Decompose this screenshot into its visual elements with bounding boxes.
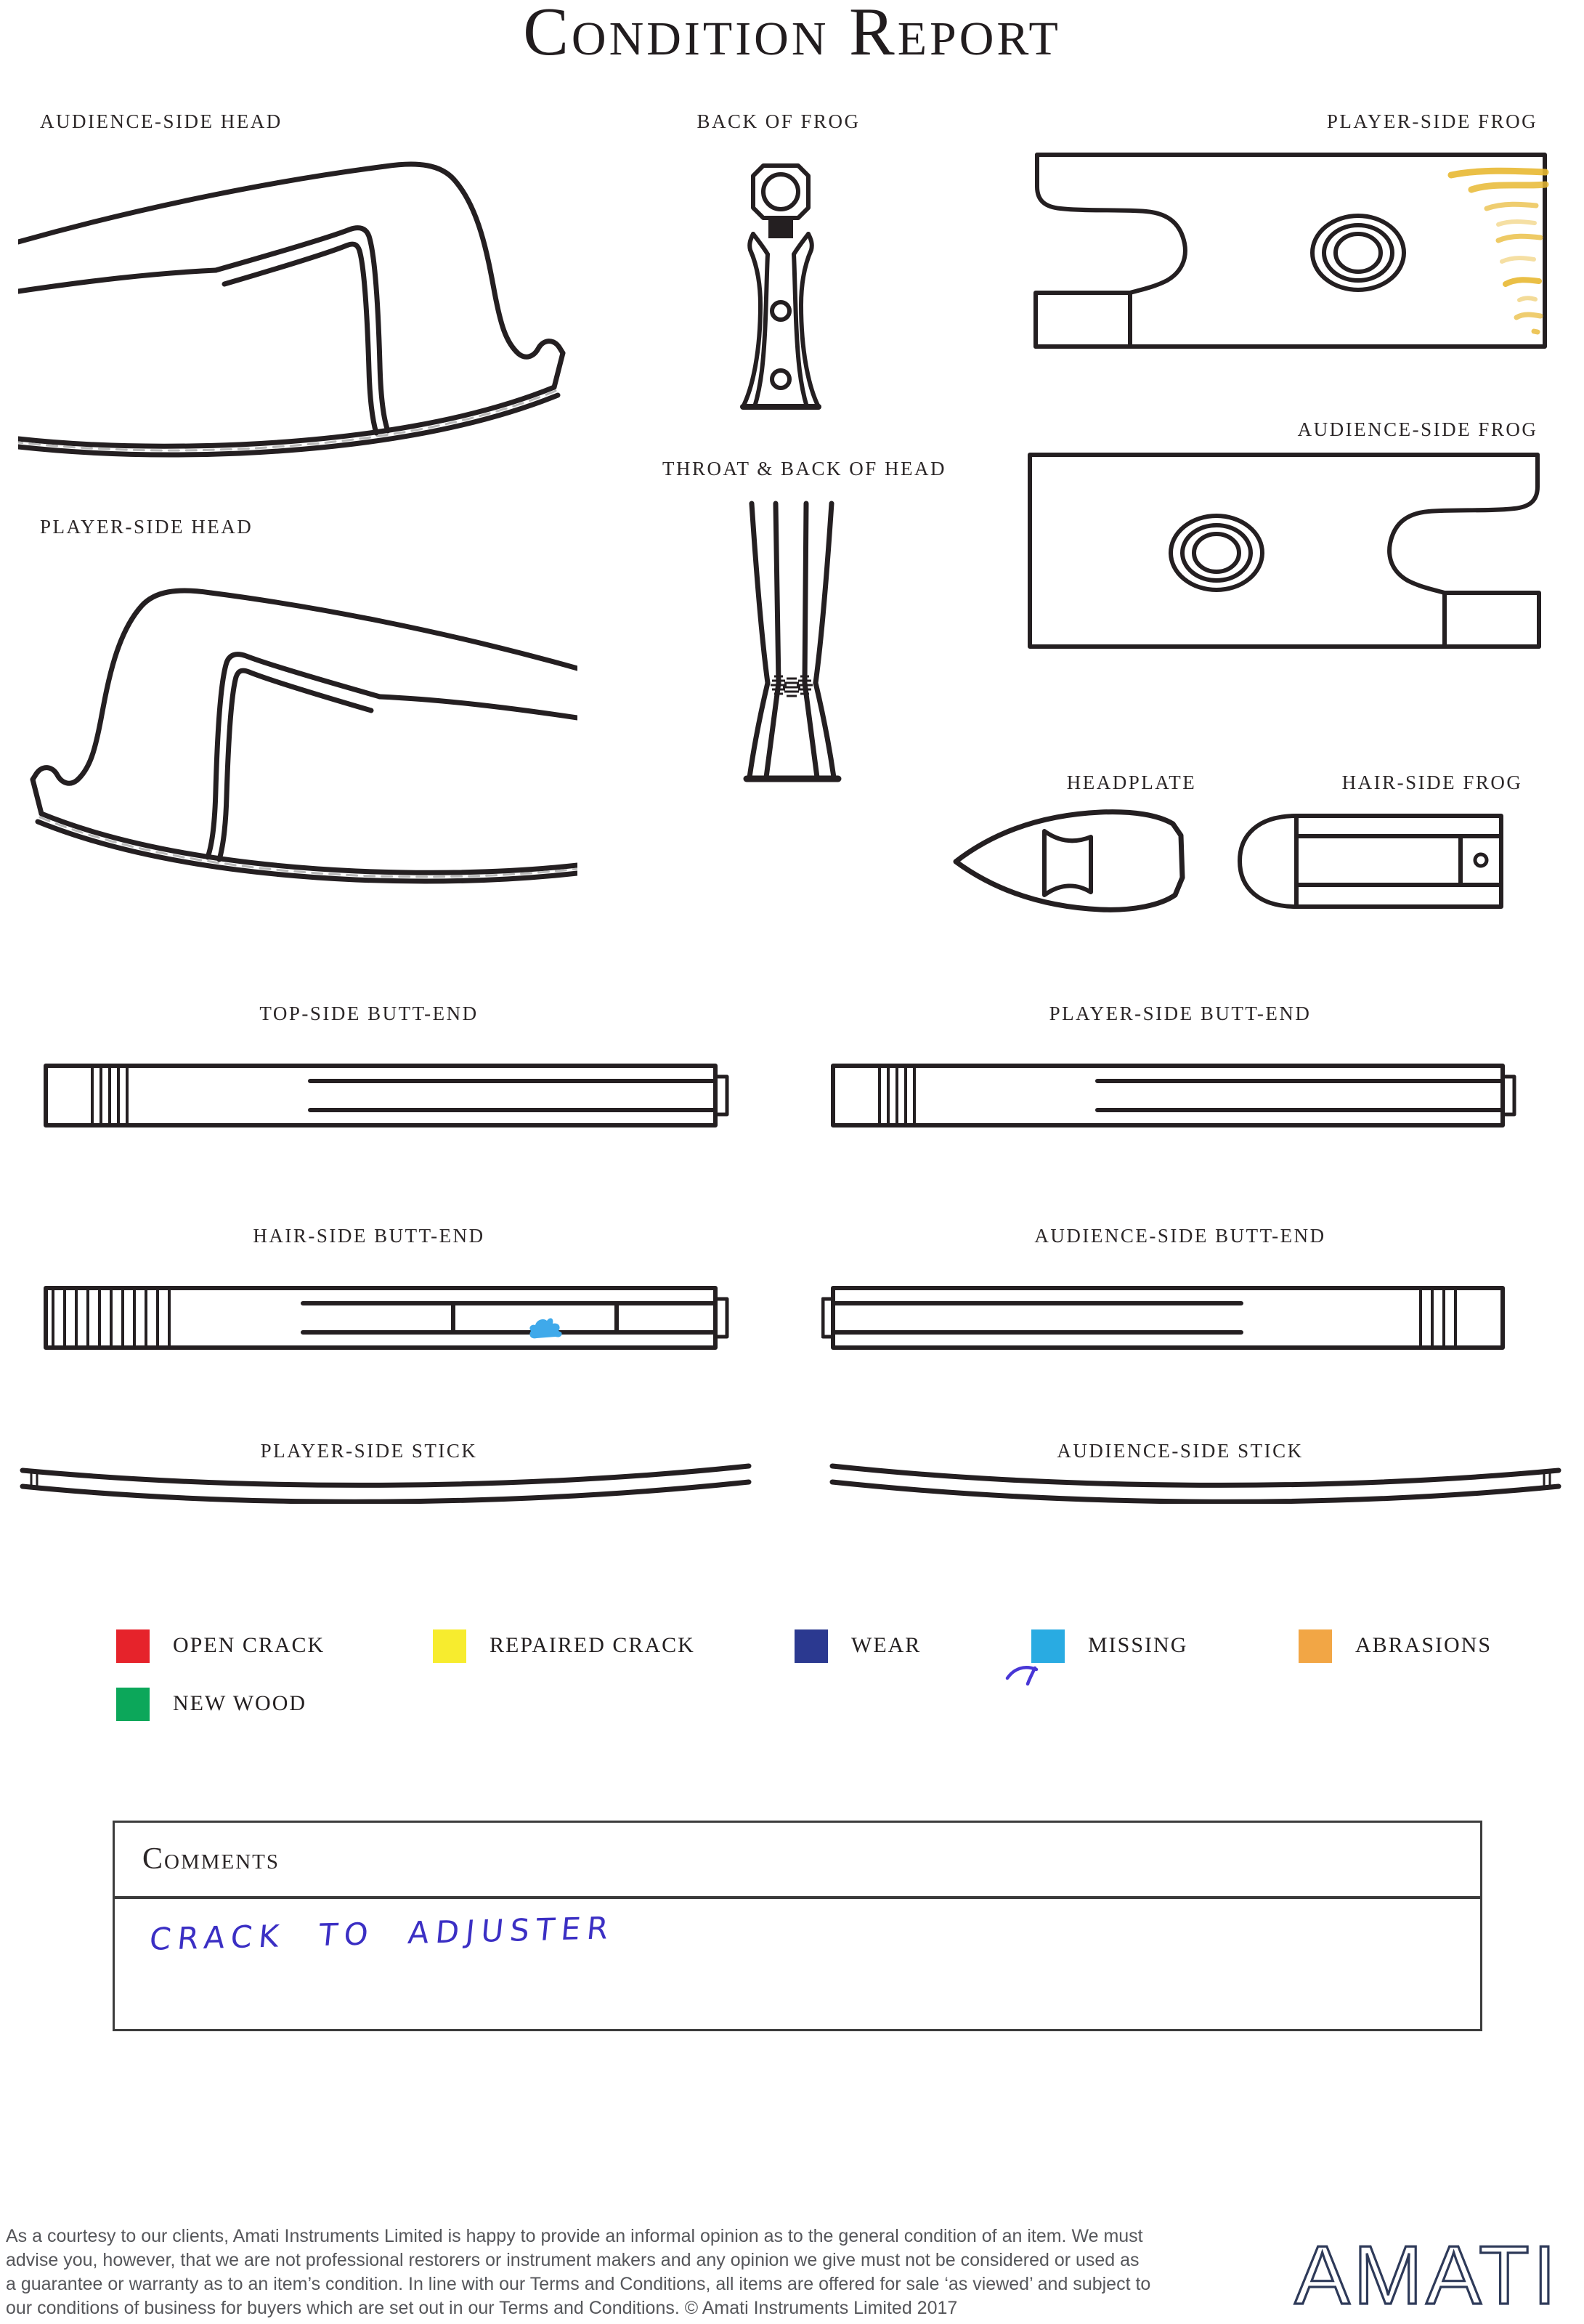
player-side-butt-end-drawing xyxy=(821,1062,1519,1129)
legend-label: ABRASIONS xyxy=(1355,1633,1492,1657)
disclaimer-line: advise you, however, that we are not professional restorers or instrument makers and any opinion we give must not be considered or used as xyxy=(6,2250,1140,2270)
abrasion-marks xyxy=(1451,171,1546,332)
label-audience-side-butt-end: AUDIENCE-SIDE BUTT-END xyxy=(1034,1225,1326,1247)
label-headplate: HEADPLATE xyxy=(1066,772,1197,793)
comments-box xyxy=(113,1821,1482,2031)
pen-mark xyxy=(1004,1662,1045,1691)
comments-divider xyxy=(115,1896,1480,1899)
page-title: Condition Report xyxy=(523,0,1061,70)
disclaimer-line: our conditions of business for buyers which are set out in our Terms and Conditions. © Amati Instruments Limited 2017 xyxy=(6,2298,958,2318)
amati-logo-text: AMATI xyxy=(1294,2230,1560,2320)
audience-side-frog-drawing xyxy=(1024,449,1543,652)
legend-label: MISSING xyxy=(1088,1633,1188,1657)
label-player-side-butt-end: PLAYER-SIDE BUTT-END xyxy=(1049,1003,1312,1024)
audience-side-stick-drawing xyxy=(828,1459,1563,1504)
label-back-of-frog: BACK OF FROG xyxy=(696,110,861,132)
legend-label: REPAIRED CRACK xyxy=(490,1633,695,1657)
missing-swatch-icon xyxy=(1031,1629,1065,1663)
wear-swatch-icon xyxy=(795,1629,828,1663)
label-player-side-head: PLAYER-SIDE HEAD xyxy=(40,516,253,538)
audience-side-butt-end-drawing xyxy=(821,1284,1519,1351)
player-side-frog-drawing xyxy=(1031,149,1551,352)
open-crack-swatch-icon xyxy=(116,1629,150,1663)
hair-side-frog-drawing xyxy=(1230,812,1506,910)
missing-mark xyxy=(529,1319,561,1339)
abrasions-swatch-icon xyxy=(1299,1629,1332,1663)
handwritten-comment: CRACK TO ADJUSTER xyxy=(147,1910,617,1957)
label-player-side-stick: PLAYER-SIDE STICK xyxy=(260,1440,478,1462)
new-wood-swatch-icon xyxy=(116,1688,150,1721)
label-hair-side-butt-end: HAIR-SIDE BUTT-END xyxy=(253,1225,485,1247)
label-audience-side-head: AUDIENCE-SIDE HEAD xyxy=(40,110,283,132)
label-throat-back-of-head: THROAT & BACK OF HEAD xyxy=(662,458,947,479)
disclaimer-line: a guarantee or warranty as to an item’s condition. In line with our Terms and Conditions, all items are offered for sale ‘as viewed’ and subject to xyxy=(6,2274,1151,2294)
disclaimer-line: As a courtesy to our clients, Amati Instruments Limited is happy to provide an informal opinion as to the general condition of an item. We must xyxy=(6,2226,1143,2246)
legend-label: WEAR xyxy=(851,1633,922,1657)
throat-back-of-head-drawing xyxy=(719,500,853,787)
amati-logo xyxy=(1277,2229,1578,2320)
back-of-frog-drawing xyxy=(723,153,839,414)
label-player-side-frog: PLAYER-SIDE FROG xyxy=(1326,110,1538,132)
comments-header: Comments xyxy=(142,1842,280,1876)
audience-side-head-drawing xyxy=(18,142,577,461)
disclaimer xyxy=(6,2224,1150,2320)
label-audience-side-stick: AUDIENCE-SIDE STICK xyxy=(1057,1440,1304,1462)
top-side-butt-end-drawing xyxy=(34,1062,731,1129)
legend-label: NEW WOOD xyxy=(173,1691,307,1715)
repaired-crack-swatch-icon xyxy=(433,1629,466,1663)
legend-label: OPEN CRACK xyxy=(173,1633,325,1657)
player-side-head-drawing xyxy=(18,568,577,888)
label-hair-side-frog: HAIR-SIDE FROG xyxy=(1341,772,1523,793)
label-audience-side-frog: AUDIENCE-SIDE FROG xyxy=(1297,418,1538,440)
headplate-drawing xyxy=(951,806,1191,919)
hair-side-butt-end-drawing xyxy=(34,1284,731,1351)
label-top-side-butt-end: TOP-SIDE BUTT-END xyxy=(259,1003,479,1024)
player-side-stick-drawing xyxy=(18,1459,753,1504)
